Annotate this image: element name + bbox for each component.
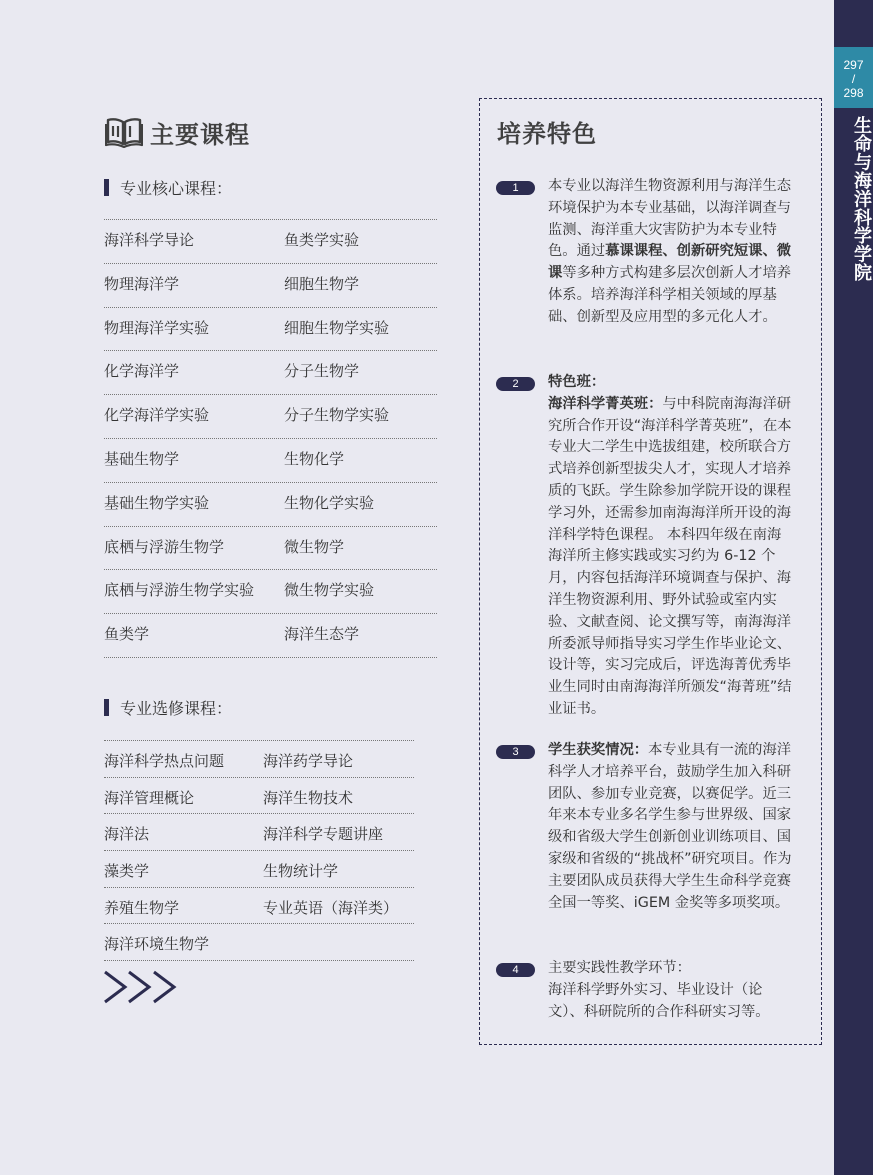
feature-number-badge: 2 [496, 377, 535, 391]
elective-courses-table [104, 740, 414, 961]
course-row [104, 350, 437, 394]
main-courses-title [105, 116, 250, 148]
course-name: 生物化学 [284, 449, 345, 468]
feature-1-bold: 慕课课程、创新研究短课、微课 [548, 243, 792, 282]
feature-number-badge: 3 [496, 745, 535, 759]
course-row [104, 569, 437, 613]
course-row [104, 813, 414, 850]
course-name: 基础生物学 [104, 449, 180, 468]
course-row [104, 923, 414, 961]
heading-bar [104, 699, 109, 716]
course-name: 微生物学 [284, 537, 345, 556]
course-row [104, 777, 414, 814]
course-name: 细胞生物学实验 [284, 318, 390, 337]
course-name: 养殖生物学 [104, 898, 180, 917]
course-row [104, 482, 437, 526]
features-title: 培养特色 [497, 120, 597, 148]
course-row [104, 887, 414, 924]
course-name: 底栖与浮游生物学 [104, 537, 225, 556]
feature-3-body: 本专业具有一流的海洋科学人才培养平台，鼓励学生加入科研团队、参加专业竞赛，以赛促学。近三年来本专业多名学生参与世界级、国家级和省级大学生创新创业训练项目、国家级和省级的“挑战杯”研究项目。作为主要团队成员获得大学生生命科学竞赛全国一等奖、iGEM 金奖等多项奖项。 [548, 742, 792, 911]
course-row [104, 613, 437, 658]
feature-4-body: 海洋科学野外实习、毕业设计（论文）、科研院所的合作科研实习等。 [548, 981, 770, 1020]
course-name: 专业英语（海洋类） [263, 898, 399, 917]
elective-heading-text: 专业选修课程： [120, 698, 233, 718]
course-name: 生物化学实验 [284, 493, 375, 512]
course-name: 海洋生态学 [284, 625, 360, 644]
feature-text [548, 176, 794, 329]
course-name: 物理海洋学 [104, 274, 180, 293]
course-name: 海洋环境生物学 [104, 935, 210, 954]
course-row [104, 740, 414, 777]
course-name: 细胞生物学 [284, 274, 360, 293]
course-name: 分子生物学 [284, 362, 360, 381]
elective-courses-heading [104, 697, 232, 717]
course-row [104, 307, 437, 351]
course-name: 海洋药学导论 [263, 752, 354, 770]
course-row [104, 219, 437, 263]
core-courses-table [104, 219, 437, 658]
course-name: 海洋管理概论 [104, 788, 195, 807]
course-name: 分子生物学实验 [284, 406, 390, 425]
feature-number-badge: 1 [496, 181, 535, 195]
course-row [104, 526, 437, 570]
feature-3-label: 学生获奖情况： [548, 742, 649, 758]
course-row [104, 394, 437, 438]
core-heading-text: 专业核心课程： [120, 178, 233, 198]
course-name: 基础生物学实验 [104, 493, 210, 512]
course-name: 海洋生物技术 [263, 788, 354, 807]
page-current: 297 [843, 58, 864, 72]
page-separator: / [851, 72, 856, 86]
open-book-icon [105, 116, 143, 148]
feature-text [548, 958, 794, 1023]
feature-2-body: 与中科院南海海洋研究所合作开设“海洋科学菁英班”，在本专业大二学生中选拔组建，校所联合方式培养创新型拔尖人才，实现人才培养质的飞跃。学生除参加学院开设的课程学习外，还需参加南海海洋所开设的海洋科学特色课程。 本科四年级在南海海洋所主修实践或实习约为 6-12 个月，内容包括海洋环境调查与保护、海洋生物资源利用、野外试验或室内实验、文献查阅、论文撰写等，南海海洋所委派导师指导实习学生作毕业论文、设计等，实习完成后，评选海菁优秀毕业生同时由南海海洋所颁发“海菁班”结业证书。 [548, 395, 792, 717]
course-name: 化学海洋学实验 [104, 406, 210, 425]
course-row [104, 438, 437, 482]
course-name: 鱼类学实验 [284, 231, 360, 249]
page-total: 298 [843, 86, 864, 100]
feature-1-text-b: 等多种方式构建多层次创新人才培养体系。培养海洋科学相关领域的厚基础、创新型及应用型的多元化人才。 [548, 265, 792, 325]
feature-2-label: 特色班： [548, 374, 606, 390]
course-name: 藻类学 [104, 862, 150, 881]
course-row [104, 850, 414, 887]
course-name: 化学海洋学 [104, 362, 180, 381]
feature-1-text-a: 本专业以海洋生物资源利用与海洋生态环境保护为本专业基础，以海洋调查与监测、海洋重大灾害防护为本专业特色。通过 [548, 178, 792, 260]
course-name: 物理海洋学实验 [104, 318, 210, 337]
course-name: 海洋科学专题讲座 [263, 825, 384, 844]
heading-bar [104, 179, 109, 196]
course-name: 底栖与浮游生物学实验 [104, 581, 255, 600]
course-name: 海洋法 [104, 825, 150, 844]
course-name: 生物统计学 [263, 862, 339, 881]
triple-chevron-right-icon [104, 970, 178, 1004]
feature-text [548, 740, 794, 914]
core-courses-heading [104, 177, 232, 197]
feature-2-subhead: 海洋科学菁英班： [548, 395, 663, 412]
course-name: 海洋科学热点问题 [104, 752, 225, 770]
feature-4-label: 主要实践性教学环节： [548, 960, 691, 976]
course-name: 鱼类学 [104, 625, 150, 644]
course-name: 海洋科学导论 [104, 231, 195, 249]
page-number-box [834, 47, 873, 108]
side-bar [834, 0, 873, 1175]
feature-number-badge: 4 [496, 963, 535, 977]
course-name: 微生物学实验 [284, 581, 375, 600]
main-title-text: 主要课程 [150, 120, 250, 149]
school-name: 生命与海洋科学学院 [851, 116, 872, 282]
course-row [104, 263, 437, 307]
feature-text [548, 372, 794, 721]
